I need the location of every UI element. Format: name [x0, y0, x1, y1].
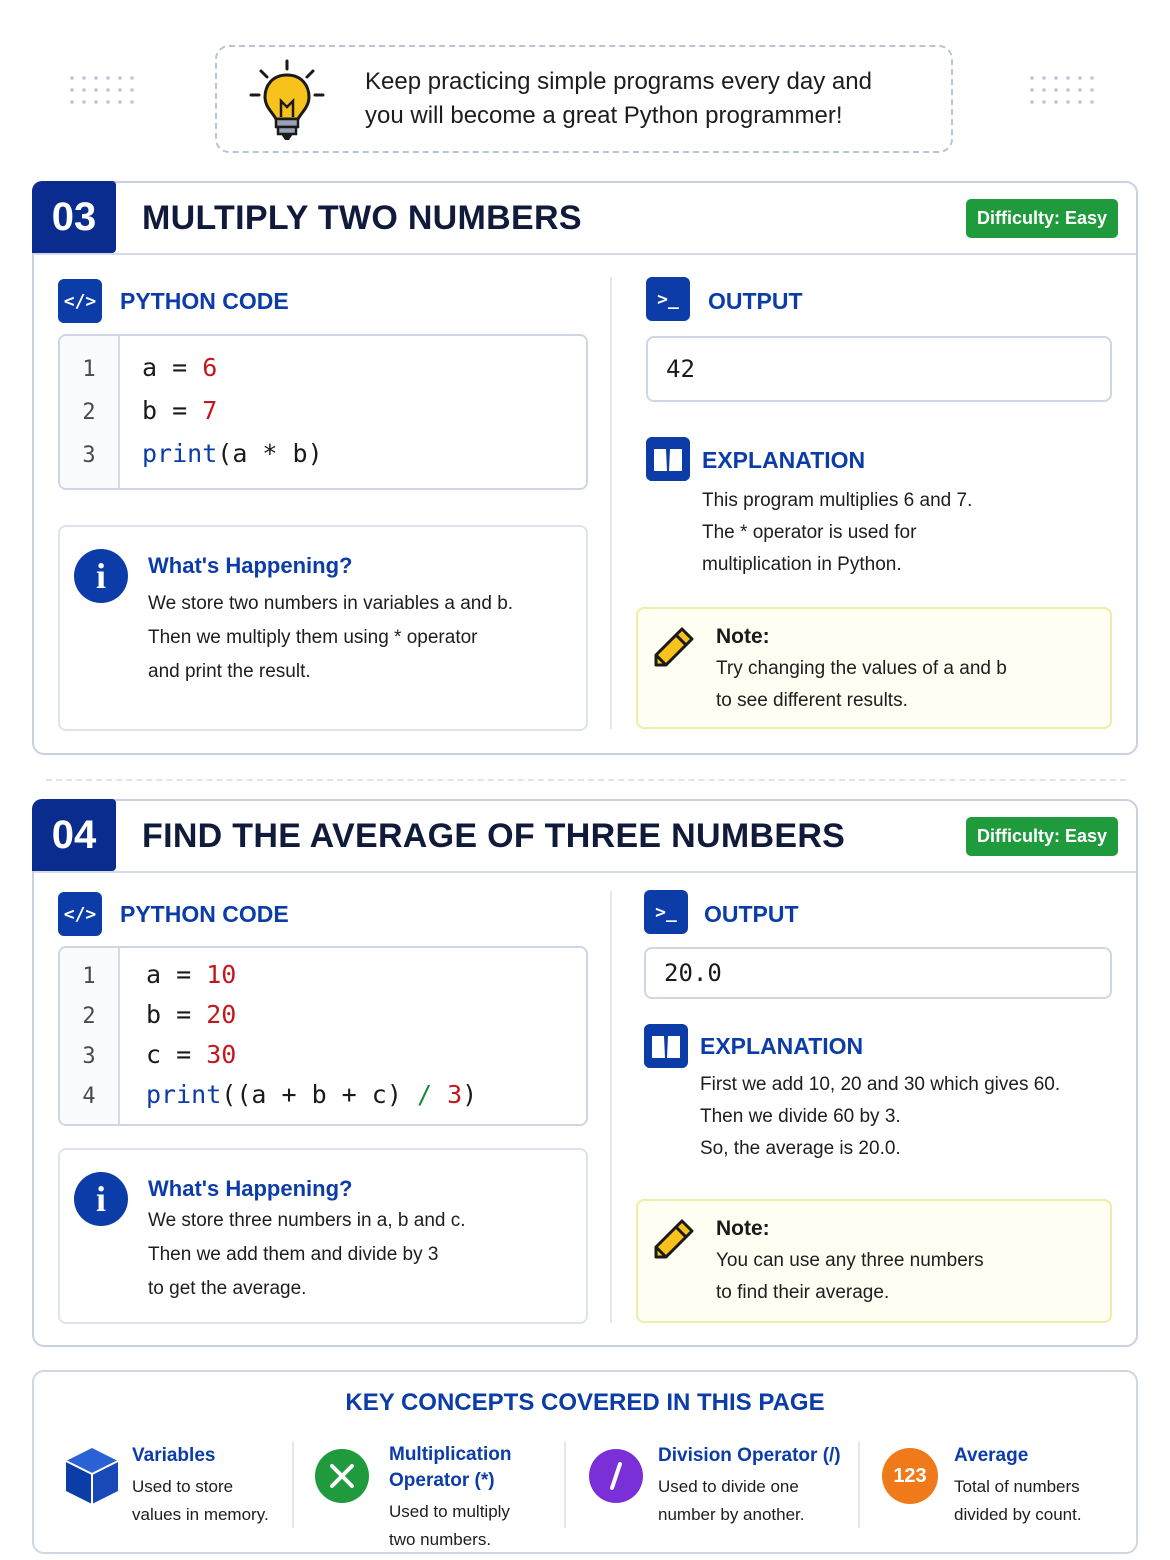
line-number: 3 [82, 443, 96, 468]
note-box [636, 607, 1112, 729]
section-header [34, 801, 1136, 873]
decorative-dots-left [66, 72, 138, 112]
line-number: 1 [82, 357, 96, 382]
tip-text [365, 65, 925, 133]
explanation-text: This program multiplies 6 and 7. The * operator is used for multiplication in Python. [702, 490, 973, 575]
note-title: Note: [716, 1217, 770, 1240]
output-box: 42 [646, 336, 1112, 402]
difficulty-badge: Difficulty: Easy [966, 817, 1118, 856]
column-divider [610, 277, 612, 729]
code-icon: </> [58, 892, 102, 936]
concept-desc: Used to multiply two numbers. [389, 1502, 510, 1549]
concept-name: Division Operator (/) [658, 1445, 841, 1466]
code-line-3: c = 30 [146, 1040, 237, 1069]
note-title: Note: [716, 625, 770, 648]
explanation-label: EXPLANATION [702, 447, 866, 473]
concept-desc: Used to divide one number by another. [658, 1477, 805, 1524]
cube-icon [64, 1446, 120, 1506]
info-icon: i [74, 1172, 128, 1226]
terminal-icon: >_ [646, 277, 690, 321]
section-card-04 [32, 799, 1138, 1347]
output-label: OUTPUT [708, 288, 803, 314]
tip-banner [215, 45, 953, 153]
tip-line-1: Keep practicing simple programs every day and [365, 68, 872, 95]
code-line-2: b = 7 [142, 396, 218, 425]
column-divider [610, 891, 612, 1323]
whats-happening-box [58, 1148, 588, 1324]
section-title: MULTIPLY TWO NUMBERS [142, 199, 582, 237]
section-number-badge: 04 [32, 799, 116, 871]
pencil-icon [652, 1217, 696, 1261]
python-code-label: PYTHON CODE [120, 288, 289, 314]
key-concepts-panel [32, 1370, 1138, 1554]
note-box [636, 1199, 1112, 1323]
concept-desc: Used to store values in memory. [132, 1477, 269, 1524]
section-separator [46, 779, 1126, 781]
pencil-icon [652, 625, 696, 669]
output-label: OUTPUT [704, 901, 799, 927]
note-text: You can use any three numbers to find their average. [716, 1250, 984, 1303]
key-concepts-title: KEY CONCEPTS COVERED IN THIS PAGE [345, 1389, 825, 1416]
concept-name: Multiplication Operator (*) [389, 1444, 512, 1491]
123-icon: 123 [882, 1448, 938, 1504]
python-code-label: PYTHON CODE [120, 901, 289, 927]
tip-line-2: you will become a great Python programmer! [365, 102, 843, 129]
section-title: FIND THE AVERAGE OF THREE NUMBERS [142, 817, 846, 855]
concept-separator [292, 1442, 294, 1528]
code-icon: </> [58, 279, 102, 323]
code-line-2: b = 20 [146, 1000, 237, 1029]
difficulty-badge: Difficulty: Easy [966, 199, 1118, 238]
line-number-gutter [60, 948, 120, 1124]
book-icon [644, 1024, 688, 1068]
concept-separator [564, 1442, 566, 1528]
line-number: 1 [82, 964, 96, 989]
section-number-badge: 03 [32, 181, 116, 253]
explanation-text: First we add 10, 20 and 30 which gives 60. Then we divide 60 by 3. So, the average is 20.0. [700, 1074, 1061, 1159]
whats-happening-box [58, 525, 588, 731]
decorative-dots-right [1026, 72, 1098, 112]
whats-happening-title: What's Happening? [148, 553, 353, 578]
code-line-1: a = 6 [142, 353, 218, 382]
concept-name: Average [954, 1445, 1029, 1466]
section-header [34, 183, 1136, 255]
concept-name: Variables [132, 1445, 216, 1466]
section-card-03 [32, 181, 1138, 755]
whats-happening-text: We store three numbers in a, b and c. Then we add them and divide by 3 to get the average. [148, 1210, 466, 1299]
line-number-gutter [60, 336, 120, 488]
whats-happening-title: What's Happening? [148, 1176, 353, 1201]
code-line-3: print(a * b) [142, 439, 323, 468]
output-box: 20.0 [644, 947, 1112, 999]
line-number: 2 [82, 400, 96, 425]
code-editor [58, 334, 588, 490]
book-icon [646, 437, 690, 481]
whats-happening-text: We store two numbers in variables a and b. Then we multiply them using * operator and print the result. [148, 593, 514, 682]
note-text: Try changing the values of a and b to see different results. [716, 658, 1007, 711]
code-editor [58, 946, 588, 1126]
line-number: 3 [82, 1044, 96, 1069]
explanation-label: EXPLANATION [700, 1033, 864, 1059]
divide-icon [588, 1448, 644, 1504]
code-line-4: print((a + b + c) / 3) [146, 1080, 478, 1109]
multiply-icon [314, 1448, 370, 1504]
concept-separator [858, 1442, 860, 1528]
lightbulb-icon [247, 57, 327, 145]
info-icon: i [74, 549, 128, 603]
terminal-icon: >_ [644, 890, 688, 934]
code-line-1: a = 10 [146, 960, 237, 989]
line-number: 2 [82, 1004, 96, 1029]
line-number: 4 [82, 1084, 96, 1109]
concept-desc: Total of numbers divided by count. [954, 1477, 1082, 1524]
